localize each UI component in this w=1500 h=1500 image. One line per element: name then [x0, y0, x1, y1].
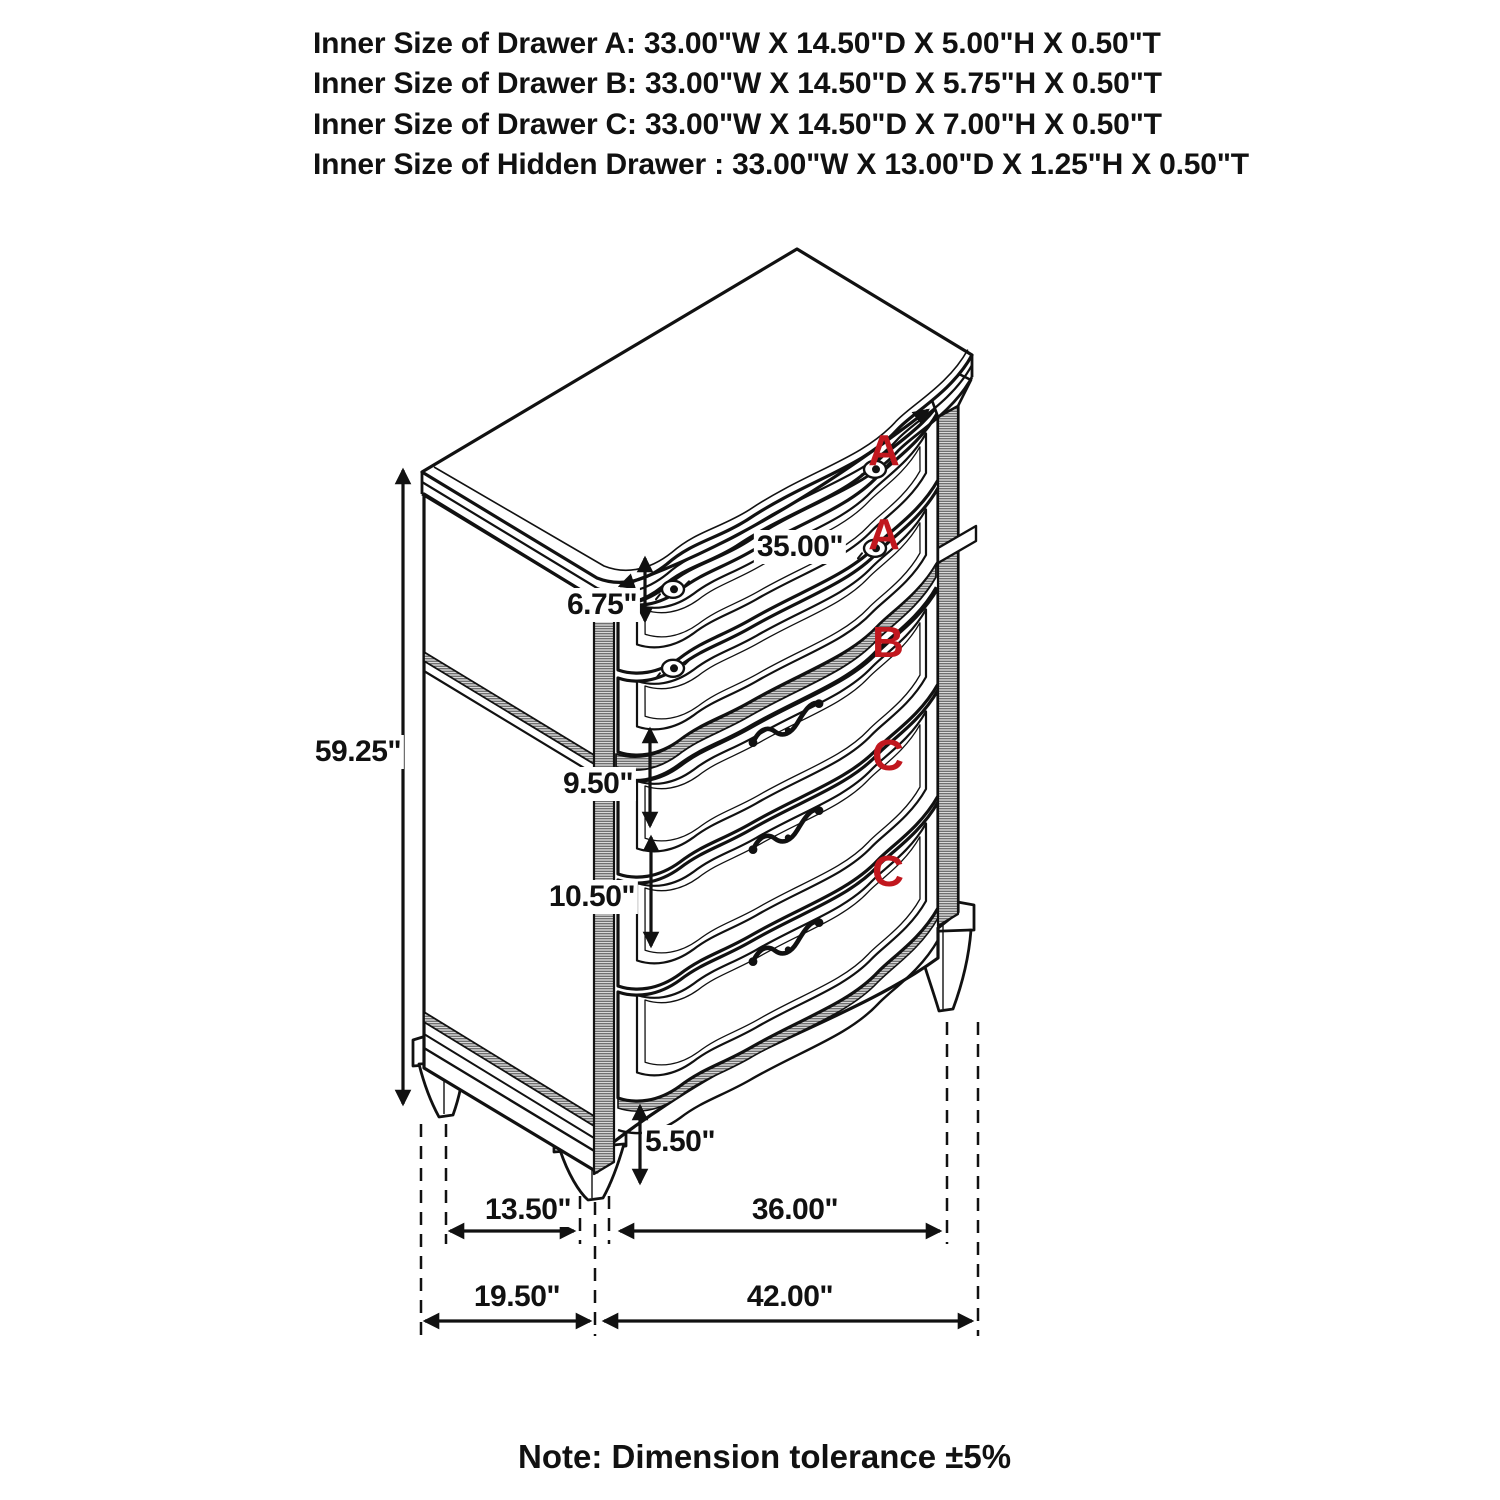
label-leg-height: 5.50" [642, 1125, 718, 1159]
post-front-right [938, 402, 958, 926]
label-drawer-c-height: 10.50" [546, 880, 638, 914]
spec-drawer-b: Inner Size of Drawer B: 33.00"W X 14.50"D X 5.75"H X 0.50"T [313, 67, 1162, 100]
spec-drawer-c: Inner Size of Drawer C: 33.00"W X 14.50"D X 7.00"H X 0.50"T [313, 108, 1162, 141]
label-drawer-a-height: 6.75" [564, 588, 640, 622]
label-overall-depth: 19.50" [471, 1280, 563, 1314]
label-inner-width: 36.00" [749, 1193, 841, 1227]
label-drawer-b-height: 9.50" [560, 767, 636, 801]
spec-drawer-a: Inner Size of Drawer A: 33.00"W X 14.50"D X 5.00"H X 0.50"T [313, 27, 1161, 60]
label-overall-width: 42.00" [744, 1280, 836, 1314]
label-inner-depth: 13.50" [482, 1193, 574, 1227]
drawer-letter-b: B [872, 618, 904, 667]
drawer-letter-a2: A [868, 510, 900, 559]
drawer-letter-a1: A [868, 426, 900, 475]
drawer-letter-c1: C [872, 731, 904, 780]
label-top-width: 35.00" [754, 530, 846, 564]
drawer-letter-c2: C [872, 847, 904, 896]
label-overall-height: 59.25" [312, 735, 404, 769]
spec-hidden-drawer: Inner Size of Hidden Drawer : 33.00"W X 13.00"D X 1.25"H X 0.50"T [313, 148, 1249, 181]
tolerance-note: Note: Dimension tolerance ±5% [518, 1438, 1012, 1475]
